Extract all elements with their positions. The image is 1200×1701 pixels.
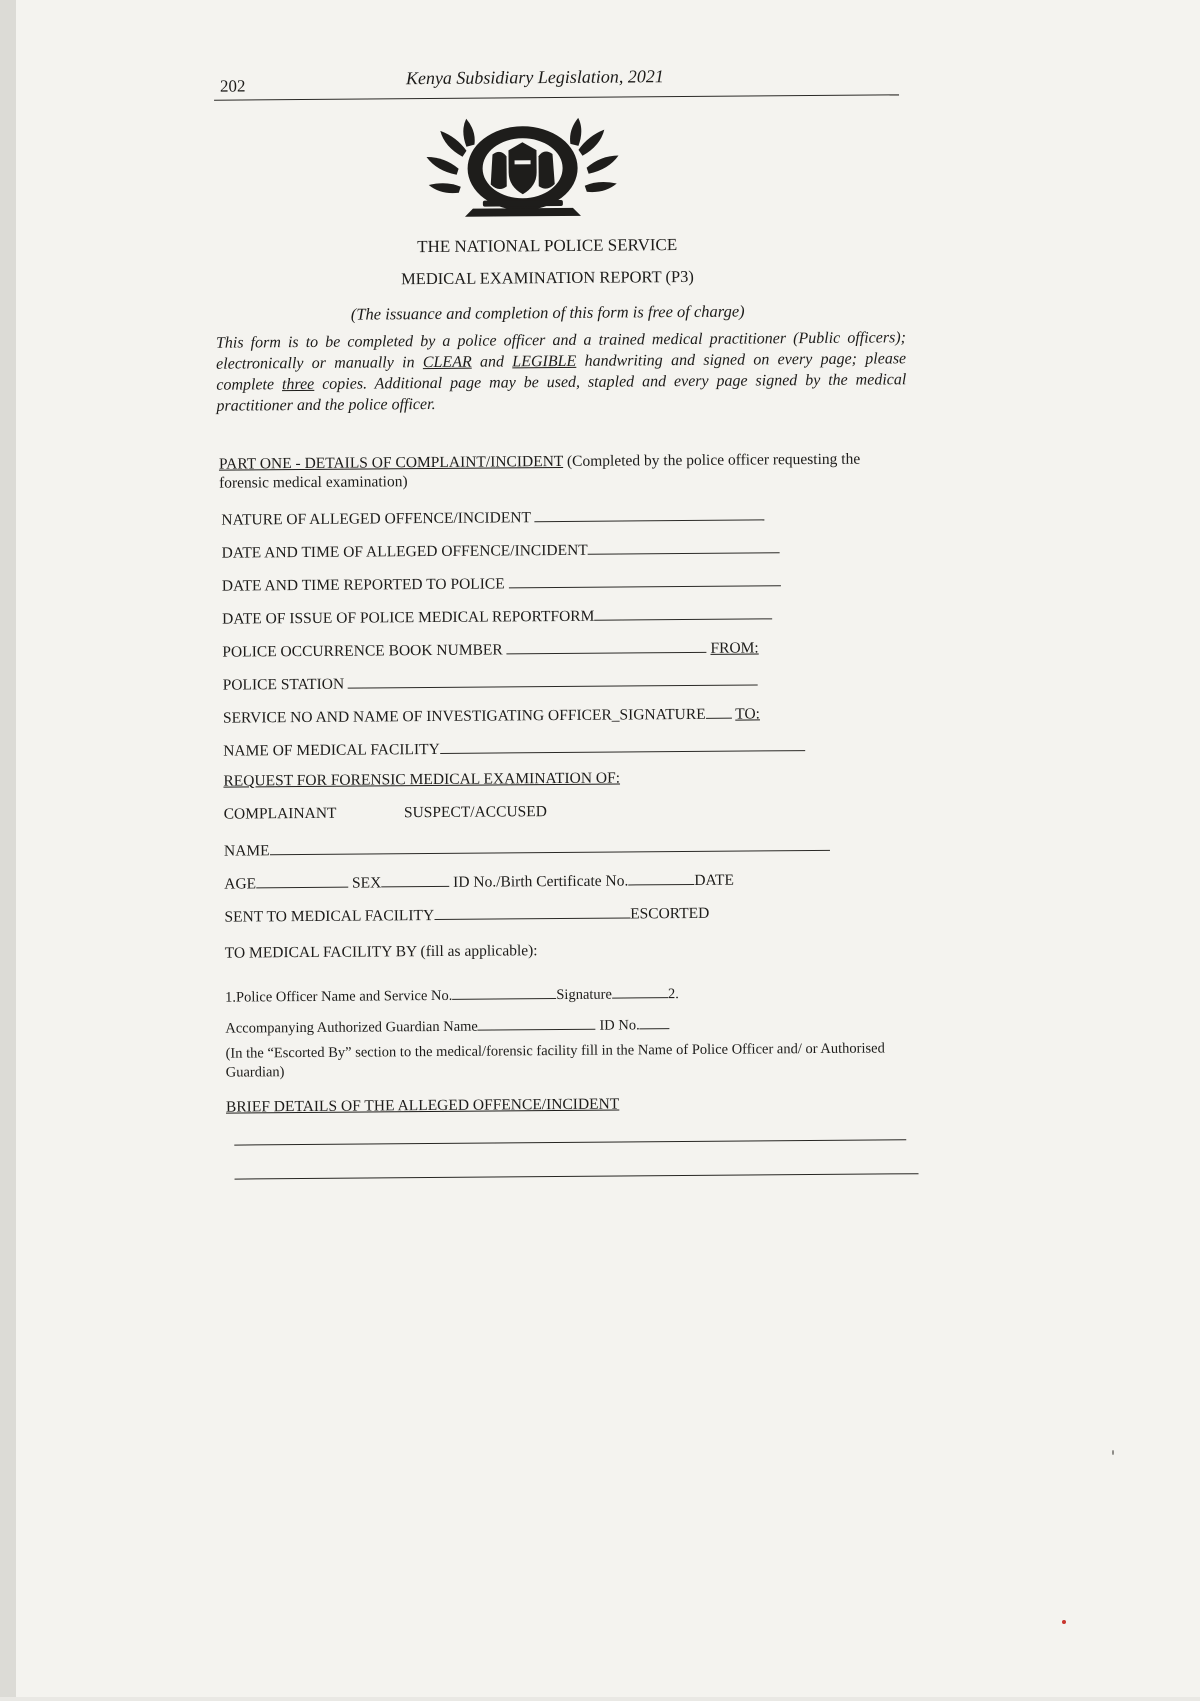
sent-label: SENT TO MEDICAL FACILITY xyxy=(224,906,435,926)
ob-number-label: POLICE OCCURRENCE BOOK NUMBER xyxy=(222,641,503,661)
police-station-label: POLICE STATION xyxy=(222,675,345,694)
date-label: DATE xyxy=(694,871,734,889)
escort-note: (In the “Escorted By” section to the medical/forensic facility fill in the Name of Police Officer and/ or Authorised Guardian) xyxy=(225,1040,885,1081)
guardian-field[interactable] xyxy=(478,1013,596,1031)
kenya-coat-of-arms-icon xyxy=(422,115,623,221)
date-time-offence-label: DATE AND TIME OF ALLEGED OFFENCE/INCIDENT xyxy=(221,541,588,562)
date-time-offence-field[interactable] xyxy=(588,536,780,555)
name-label: NAME xyxy=(223,842,270,860)
date-time-reported-field[interactable] xyxy=(508,569,780,588)
date-issue-row xyxy=(222,601,912,628)
date-issue-field[interactable] xyxy=(594,602,772,620)
investigating-officer-label: SERVICE NO AND NAME OF INVESTIGATING OFFICER_SIGNATURE xyxy=(222,705,706,727)
nature-label: NATURE OF ALLEGED OFFENCE/INCIDENT xyxy=(221,509,531,529)
medical-facility-label: NAME OF MEDICAL FACILITY xyxy=(223,740,440,760)
item-two: 2. xyxy=(667,986,679,1003)
guardian-label: Accompanying Authorized Guardian Name xyxy=(225,1018,478,1037)
nature-field[interactable] xyxy=(534,503,764,522)
intro-text: handwriting and signed on every page; please complete xyxy=(216,350,907,394)
part-one-heading xyxy=(219,449,909,492)
sent-field[interactable] xyxy=(434,901,630,920)
intro-and: and xyxy=(471,353,513,371)
free-of-charge-note: (The issuance and completion of this form is free of charge) xyxy=(350,301,745,324)
escort-heading: TO MEDICAL FACILITY BY (fill as applicable): xyxy=(224,942,538,962)
signature-field[interactable] xyxy=(612,981,668,998)
page-number: 202 xyxy=(219,76,246,96)
investigating-officer-row xyxy=(223,700,913,727)
complainant-option[interactable]: COMPLAINANT xyxy=(223,804,337,823)
officer-label: 1.Police Officer Name and Service No. xyxy=(225,987,453,1006)
brief-line-2 xyxy=(235,1173,919,1179)
guardian-id-field[interactable] xyxy=(640,1012,670,1029)
officer-field[interactable] xyxy=(452,982,556,1000)
part-one-title: PART ONE - DETAILS OF COMPLAINT/INCIDENT xyxy=(218,452,564,473)
age-label: AGE xyxy=(224,875,257,893)
scan-speck xyxy=(1062,1620,1066,1624)
running-head: Kenya Subsidiary Legislation, 2021 xyxy=(405,66,664,89)
intro-legible: LEGIBLE xyxy=(512,352,577,371)
name-field[interactable] xyxy=(270,834,830,855)
ob-number-row xyxy=(222,634,912,661)
report-title: MEDICAL EXAMINATION REPORT (P3) xyxy=(400,266,694,289)
header-rule xyxy=(214,94,899,100)
brief-heading: BRIEF DETAILS OF THE ALLEGED OFFENCE/INCIDENT xyxy=(225,1095,620,1116)
subject-type-row xyxy=(224,800,914,823)
age-sex-id-row xyxy=(224,866,914,893)
sex-label: SEX xyxy=(351,874,382,892)
instructions-paragraph xyxy=(216,327,907,416)
from-label: FROM: xyxy=(710,639,759,657)
date-time-offence-row xyxy=(222,535,912,562)
suspect-option[interactable]: SUSPECT/ACCUSED xyxy=(403,803,547,822)
date-time-reported-row xyxy=(222,568,912,595)
date-time-reported-label: DATE AND TIME REPORTED TO POLICE xyxy=(221,575,505,595)
intro-text: copies. Additional page may be used, stapled and every page signed by the medical practitioner and the police officer. xyxy=(216,371,907,415)
ob-number-field[interactable] xyxy=(506,636,706,655)
date-issue-label: DATE OF ISSUE OF POLICE MEDICAL REPORTFORM xyxy=(222,607,595,628)
police-station-field[interactable] xyxy=(348,668,758,688)
signature-label: Signature xyxy=(556,986,612,1004)
sent-row xyxy=(224,899,914,926)
id-field[interactable] xyxy=(628,868,694,886)
medical-facility-field[interactable] xyxy=(440,734,805,754)
to-label: TO: xyxy=(735,705,760,723)
escort-heading-row xyxy=(225,939,915,962)
police-station-row xyxy=(223,667,913,694)
request-heading: REQUEST FOR FORENSIC MEDICAL EXAMINATION OF: xyxy=(223,769,621,790)
name-row xyxy=(224,833,914,860)
intro-three: three xyxy=(281,375,315,394)
medical-facility-row xyxy=(223,733,913,760)
officer-row xyxy=(225,979,915,1006)
guardian-id-label: ID No. xyxy=(599,1017,640,1034)
sex-field[interactable] xyxy=(381,870,449,888)
brief-heading-row xyxy=(226,1093,916,1116)
intro-text: This form is to be completed by a police officer and a trained medical practitioner (Public officers); electronically or manually in xyxy=(215,329,907,373)
scan-speck xyxy=(1112,1450,1114,1455)
service-title: THE NATIONAL POLICE SERVICE xyxy=(417,235,678,257)
age-field[interactable] xyxy=(256,871,348,889)
id-label: ID No./Birth Certificate No. xyxy=(453,872,629,891)
request-heading-row xyxy=(223,767,913,790)
escorted-label: ESCORTED xyxy=(630,904,710,923)
guardian-row xyxy=(225,1010,915,1037)
nature-row xyxy=(221,502,911,529)
brief-details-field[interactable] xyxy=(226,1117,916,1142)
investigating-officer-field[interactable] xyxy=(706,702,732,719)
intro-clear: CLEAR xyxy=(422,353,472,372)
part-one-note: (Completed by the police officer requesting the forensic medical examination) xyxy=(219,450,861,492)
